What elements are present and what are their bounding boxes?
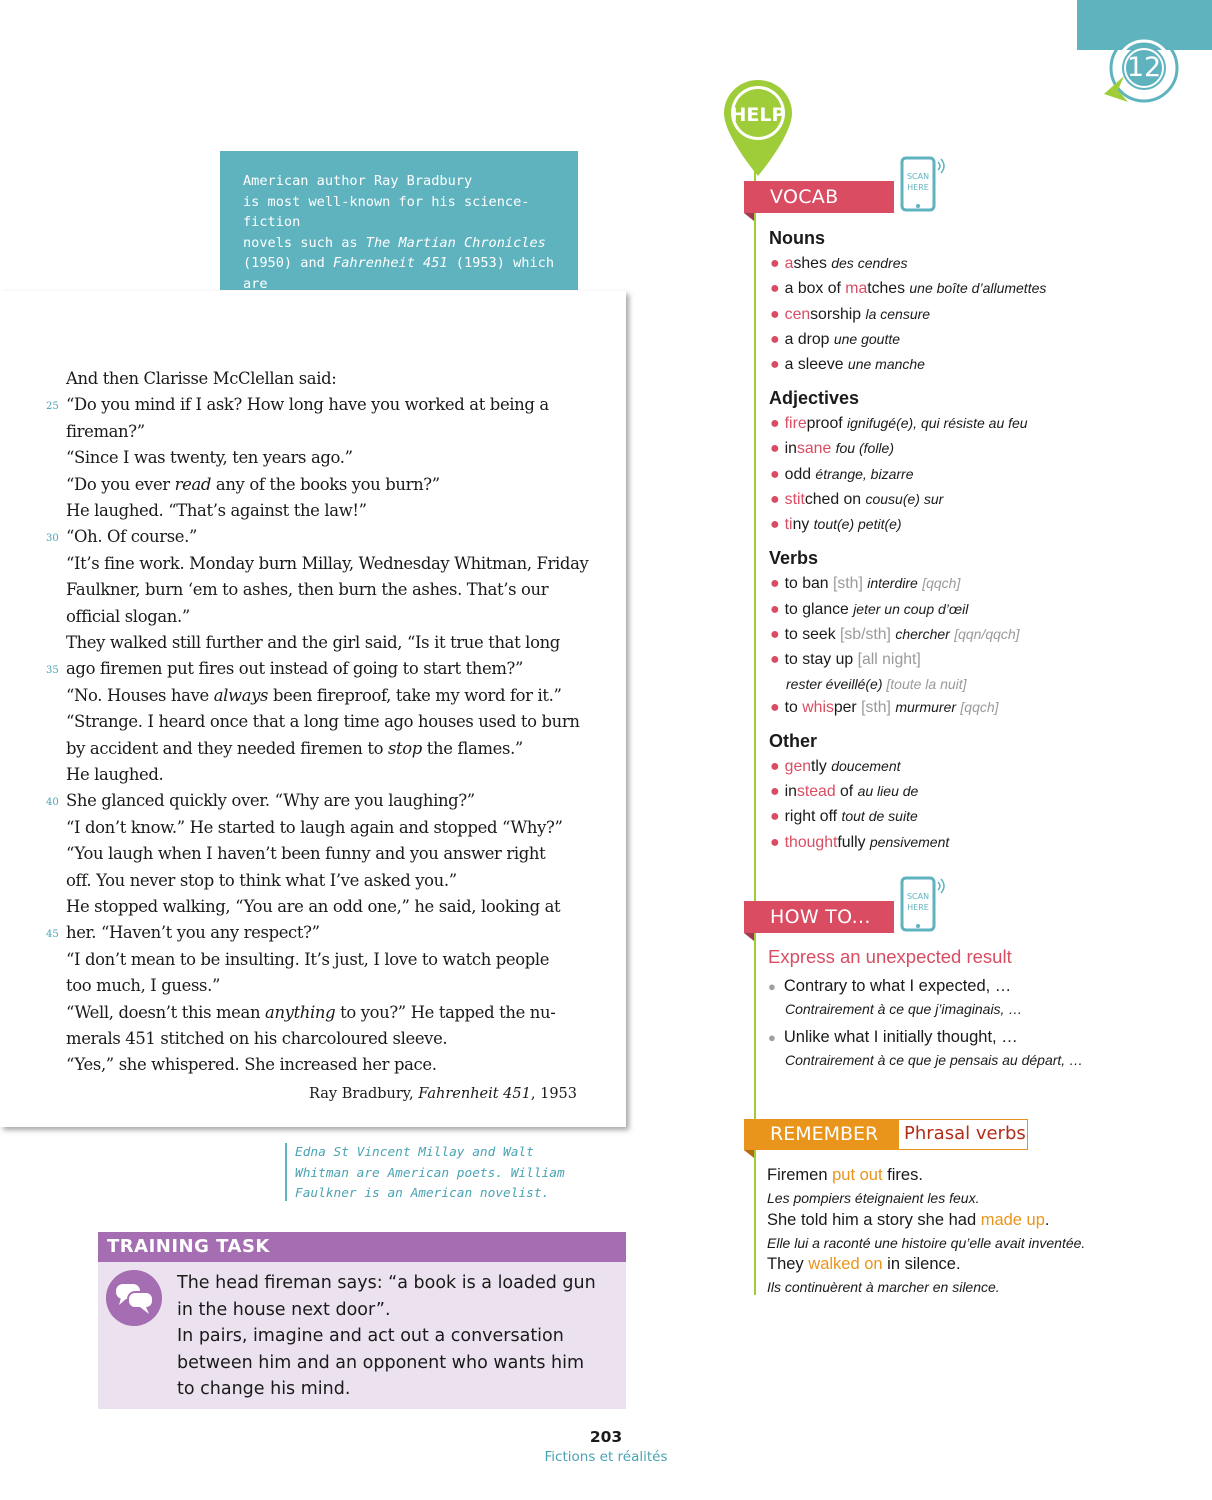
phrasal-verb-translation: Elle lui a raconté une histoire qu’elle avait inventée. [767, 1235, 1086, 1251]
excerpt-source: Ray Bradbury, Fahrenheit 451, 1953 [309, 1086, 577, 1102]
vocab-title: VOCAB [744, 181, 894, 213]
remember-title: REMEMBER [744, 1119, 898, 1150]
line-number: 45 [46, 929, 59, 941]
footnote-line: Faulkner is an American novelist. [295, 1186, 550, 1201]
howto-phrase: ● Contrary to what I expected, … [768, 977, 1012, 995]
phrasal-verb-translation: Ils continuèrent à marcher en silence. [767, 1279, 1000, 1295]
vocab-item-translation: rester éveillé(e) [toute la nuit] [786, 676, 967, 692]
excerpt-line: And then Clarisse McClellan said: [66, 369, 337, 388]
excerpt-line: “Yes,” she whispered. She increased her pace. [66, 1055, 437, 1075]
vocab-item: ● to seek [sb/sth] chercher [qqn/qqch] [770, 626, 1020, 643]
vocab-item: ● thoughtfully pensivement [770, 834, 950, 851]
other-title: Other [769, 731, 818, 751]
excerpt-line: her. “Haven’t you any respect?” [66, 923, 320, 943]
excerpt-line: off. You never stop to think what I’ve asked you.” [66, 870, 457, 890]
phrasal-verb-example: They walked on in silence. [767, 1255, 961, 1273]
vocab-item: ● gently doucement [770, 758, 901, 775]
excerpt-line: Faulkner, burn ‘em to ashes, then burn the ashes. That’s our [66, 580, 549, 600]
excerpt-line: He laughed. “That’s against the law!” [66, 501, 367, 520]
svg-text:SCAN: SCAN [906, 892, 930, 901]
vocab-item: ● odd étrange, bizarre [770, 466, 914, 483]
excerpt-line: too much, I guess.” [66, 976, 220, 996]
excerpt-line: He stopped walking, “You are an odd one,” he said, looking at [66, 897, 561, 916]
book-title: Fictions et réalités [544, 1449, 668, 1465]
line-number: 25 [46, 401, 59, 413]
chapter-number: 12 [1126, 52, 1162, 83]
vocab-item: ● to stay up [all night] [770, 651, 921, 668]
excerpt-line: “It’s fine work. Monday burn Millay, Wednesday Whitman, Friday [66, 553, 589, 573]
excerpt-line: “I don’t know.” He started to laugh again and stopped “Why?” [66, 817, 563, 837]
excerpt-line: “Well, doesn’t this mean anything to you?” He tapped the nu- [66, 1002, 556, 1022]
excerpt-line: merals 451 stitched on his charcoloured sleeve. [66, 1029, 448, 1048]
intro-line: novels such as The Martian Chronicles [243, 234, 546, 251]
vocab-item: ● to ban [sth] interdire [qqch] [770, 575, 961, 592]
howto-phrase: ● Unlike what I initially thought, … [768, 1028, 1018, 1046]
howto-translation: Contrairement à ce que je pensais au départ, … [785, 1052, 1084, 1068]
footnote-line: Edna St Vincent Millay and Walt [295, 1145, 534, 1160]
footnote-line: Whitman are American poets. William [295, 1165, 565, 1181]
training-line: in the house next door”. [177, 1299, 391, 1320]
phrasal-verb-example: Firemen put out fires. [767, 1166, 923, 1184]
excerpt-line: “Oh. Of course.” [66, 527, 198, 547]
svg-text:SCAN: SCAN [906, 172, 930, 181]
vocab-item: ● a sleeve une manche [770, 356, 925, 373]
excerpt-line: He laughed. [66, 765, 164, 784]
adjectives-title: Adjectives [769, 388, 860, 408]
excerpt-line: fireman?” [66, 421, 145, 441]
excerpt-line: ago firemen put fires out instead of going to start them?” [66, 659, 524, 679]
intro-line: (1950) and Fahrenheit 451 (1953) which are [243, 255, 555, 292]
excerpt-line: She glanced quickly over. “Why are you laughing?” [66, 791, 475, 811]
author-intro-box [220, 151, 578, 290]
intro-line: is most well-known for his science-fiction [243, 193, 530, 230]
nouns-title: Nouns [769, 228, 825, 248]
scan-here-phone-icon[interactable] [900, 876, 948, 932]
vocab-item: ● to glance jeter un coup d’œil [770, 601, 969, 618]
excerpt-line: “Do you mind if I ask? How long have you worked at being a [66, 395, 549, 415]
vocab-item: ● right off tout de suite [770, 808, 918, 825]
howto-fold [744, 933, 754, 941]
vocab-item: ● instead of au lieu de [770, 783, 919, 800]
page-number: 203 [589, 1428, 623, 1446]
help-pin-icon [722, 78, 794, 178]
training-line: to change his mind. [177, 1379, 351, 1399]
vocab-item: ● a box of matches une boîte d’allumettes [770, 280, 1047, 297]
vocab-item: ● stitched on cousu(e) sur [770, 491, 944, 508]
howto-translation: Contrairement à ce que j’imaginais, … [785, 1001, 1023, 1017]
line-number: 30 [46, 533, 59, 545]
training-line: between him and an opponent who wants him [177, 1352, 585, 1373]
excerpt-card [0, 291, 626, 1127]
vocab-item: ● ashes des cendres [770, 255, 908, 272]
footnote [285, 1143, 585, 1201]
vocab-item: ● to whisper [sth] murmurer [qqch] [770, 699, 999, 716]
remember-subtitle: Phrasal verbs [898, 1119, 1028, 1150]
scan-here-phone-icon[interactable] [900, 156, 948, 212]
howto-title: HOW TO... [744, 901, 894, 933]
phrasal-verb-translation: Les pompiers éteignaient les feux. [767, 1190, 980, 1206]
training-line: In pairs, imagine and act out a conversation [177, 1326, 564, 1346]
vocab-item: ● tiny tout(e) petit(e) [770, 516, 902, 533]
vocab-item: ● a drop une goutte [770, 331, 901, 348]
speech-bubbles-icon [106, 1270, 162, 1326]
phrasal-verb-example: She told him a story she had made up. [767, 1211, 1050, 1229]
excerpt-line: “Do you ever read any of the books you burn?” [66, 474, 440, 494]
excerpt-line: official slogan.” [66, 606, 190, 626]
excerpt-line: “No. Houses have always been fireproof, take my word for it.” [66, 685, 562, 705]
intro-line: American author Ray Bradbury [243, 173, 473, 189]
line-number: 40 [46, 797, 59, 809]
training-line: The head fireman says: “a book is a loaded gun [177, 1273, 596, 1293]
excerpt-line: “Since I was twenty, ten years ago.” [66, 448, 353, 468]
vocab-item: ● insane fou (folle) [770, 440, 894, 457]
excerpt-line: by accident and they needed firemen to stop the flames.” [66, 738, 523, 758]
howto-subtitle: Express an unexpected result [768, 946, 1012, 967]
verbs-title: Verbs [769, 548, 819, 568]
help-pin-label: HELP [730, 104, 786, 126]
excerpt-line: “Strange. I heard once that a long time ago houses used to burn [66, 712, 580, 732]
excerpt-line: “I don’t mean to be insulting. It’s just, I love to watch people [66, 949, 550, 969]
vocab-item: ● censorship la censure [770, 306, 931, 323]
vocab-item: ● fireproof ignifugé(e), qui résiste au feu [770, 415, 1028, 432]
svg-text:HERE: HERE [907, 183, 929, 192]
excerpt-line: “You laugh when I haven’t been funny and you answer right [66, 844, 546, 864]
vocab-fold [744, 213, 754, 221]
svg-text:HERE: HERE [907, 903, 929, 912]
training-task-text [177, 1270, 617, 1403]
remember-fold [744, 1150, 754, 1158]
line-number: 35 [46, 665, 59, 677]
excerpt-line: They walked still further and the girl said, “Is it true that long [66, 633, 560, 652]
training-task-title: TRAINING TASK [98, 1232, 626, 1262]
